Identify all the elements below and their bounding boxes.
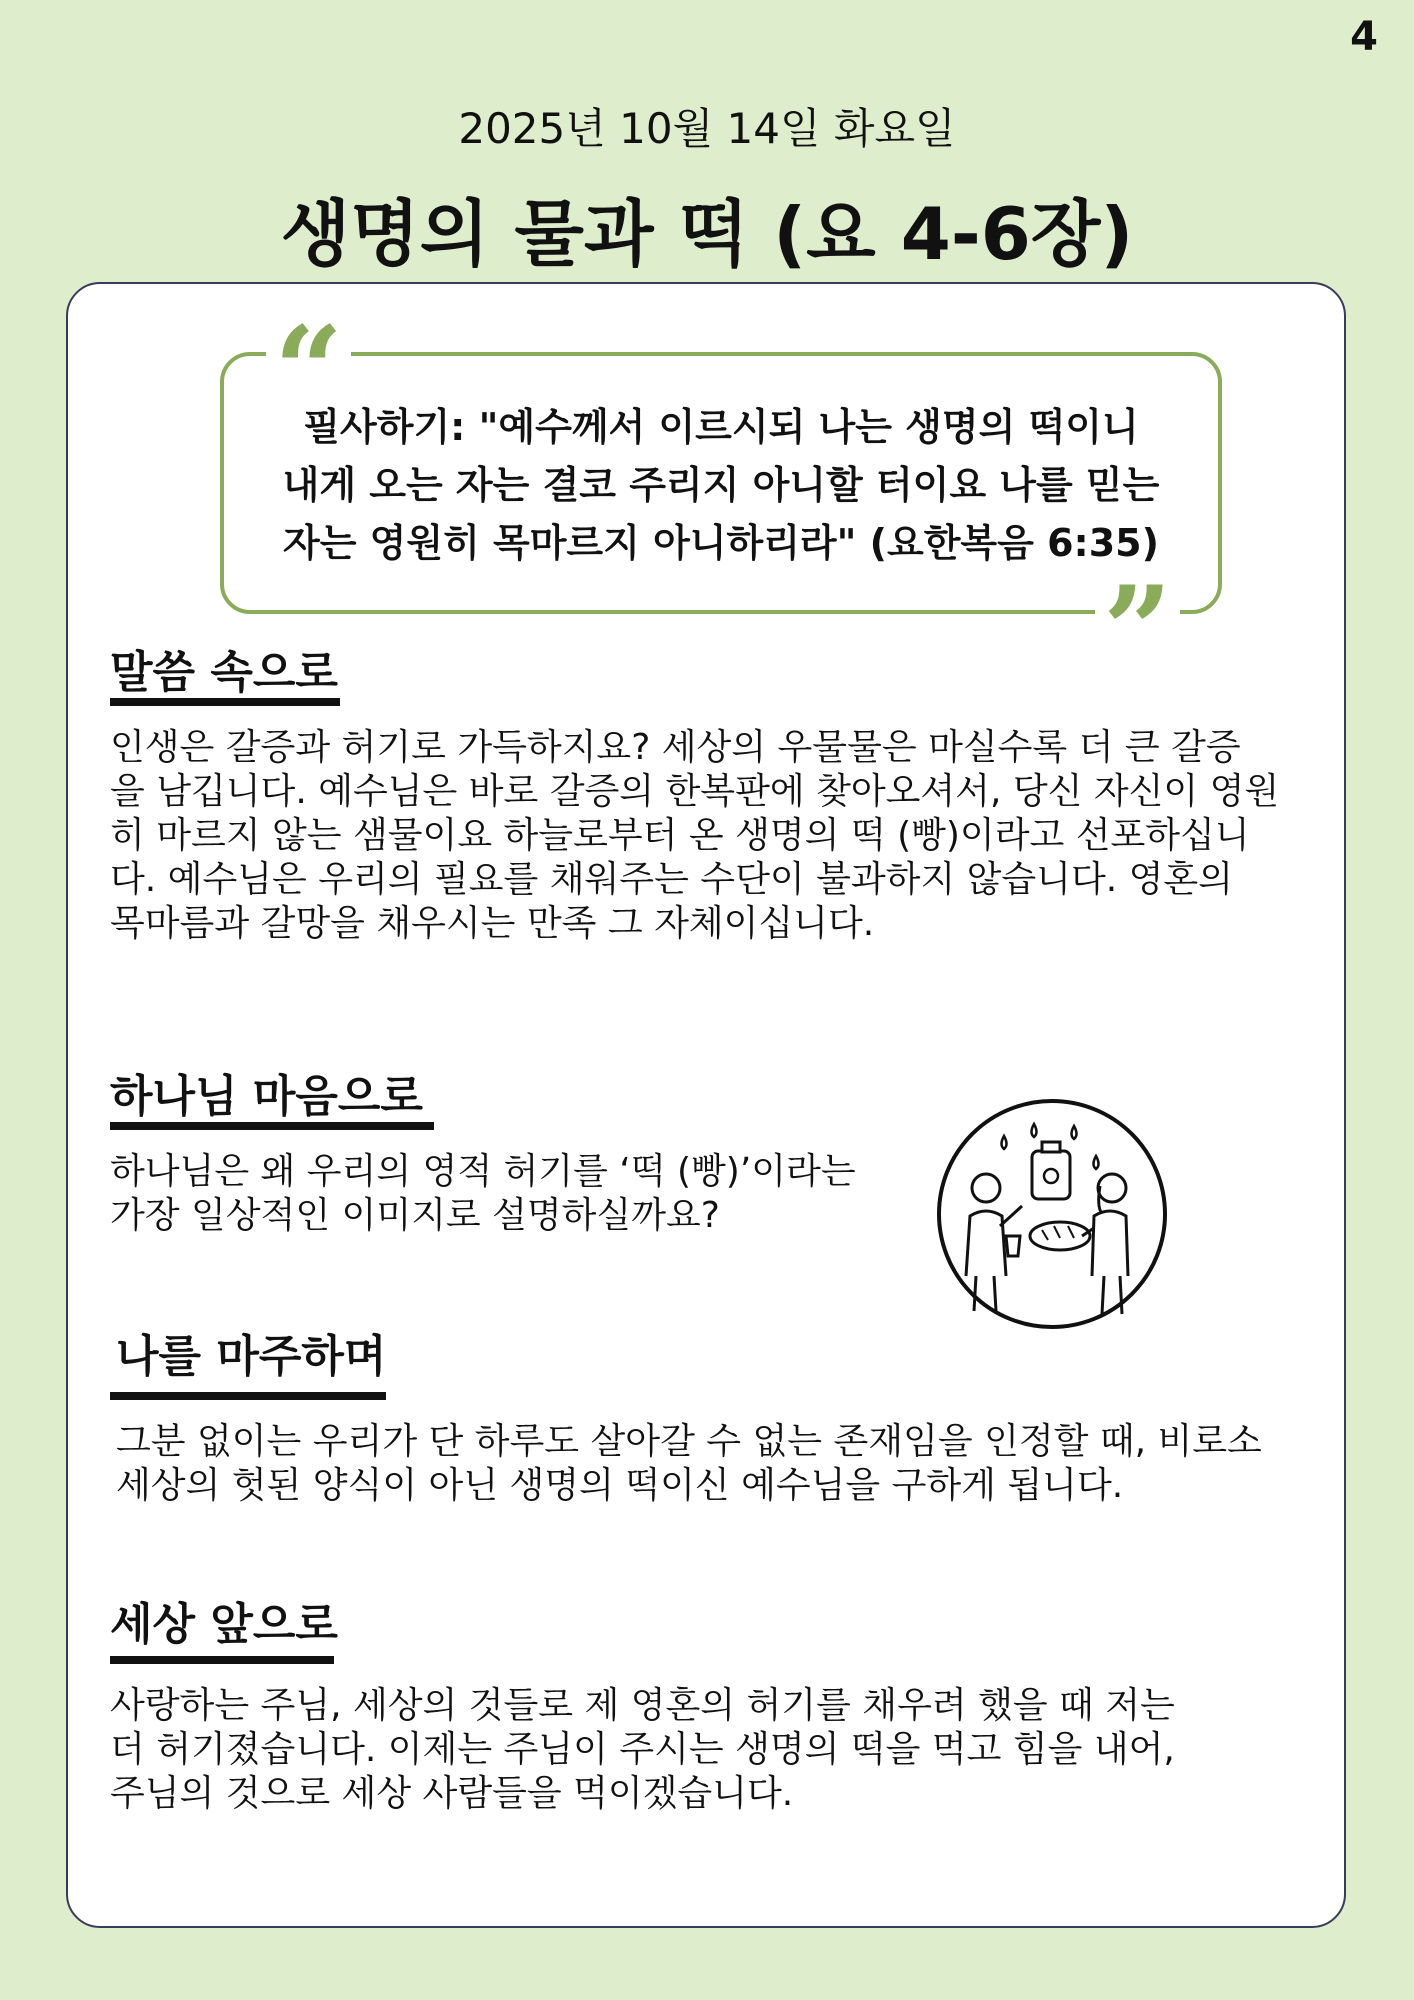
quote-text: 필사하기: "예수께서 이르시되 나는 생명의 떡이니 내게 오는 자는 결코 주리지 아니할 터이요 나를 믿는 자는 영원히 목마르지 아니하리라" (요한복음 6:35) bbox=[282, 405, 1160, 565]
section-heading-word: 말씀 속으로 bbox=[110, 647, 338, 698]
date-line: 2025년 10월 14일 화요일 bbox=[458, 104, 956, 153]
section-heading-heart: 하나님 마음으로 bbox=[110, 1071, 423, 1122]
open-quote-icon: “ bbox=[266, 326, 351, 386]
section-body-heart: 하나님은 왜 우리의 영적 허기를 ‘떡 (빵)’이라는 가장 일상적인 이미지로 설명하실까요? bbox=[110, 1151, 856, 1236]
section-underline bbox=[110, 698, 340, 706]
section-heading-world: 세상 앞으로 bbox=[110, 1599, 338, 1650]
water-and-bread-sharing-icon bbox=[934, 1096, 1170, 1332]
section-underline bbox=[110, 1656, 334, 1664]
section-body-self: 그분 없이는 우리가 단 하루도 살아갈 수 없는 존재임을 인정할 때, 비로소 세상의 헛된 양식이 아닌 생명의 떡이신 예수님을 구하게 됩니다. bbox=[116, 1421, 1262, 1506]
section-underline bbox=[110, 1392, 386, 1400]
page-title: 생명의 물과 떡 (요 4-6장) bbox=[280, 192, 1134, 276]
section-underline bbox=[110, 1122, 434, 1130]
page-number: 4 bbox=[1350, 14, 1378, 60]
content-card bbox=[66, 282, 1346, 1928]
section-heading-self: 나를 마주하며 bbox=[116, 1331, 387, 1382]
section-body-world: 사랑하는 주님, 세상의 것들로 제 영혼의 허기를 채우려 했을 때 저는 더 허기졌습니다. 이제는 주님이 주시는 생명의 떡을 먹고 힘을 내어, 주님의 것으로 세상 사람들을 먹이겠습니다. bbox=[110, 1685, 1175, 1814]
close-quote-icon: ” bbox=[1095, 586, 1180, 646]
section-body-word: 인생은 갈증과 허기로 가득하지요? 세상의 우물물은 마실수록 더 큰 갈증 을 남깁니다. 예수님은 바로 갈증의 한복판에 찾아오셔서, 당신 자신이 영원 히 마르지 않는 샘물이요 하늘로부터 온 생명의 떡 (빵)이라고 선포하십니 다. 예수님은 우리의 필요를 채워주는 수단이 불과하지 않습니다. 영혼의 목마름과 갈망을 채우시는 만족 그 자체이십니다. bbox=[110, 727, 1280, 944]
